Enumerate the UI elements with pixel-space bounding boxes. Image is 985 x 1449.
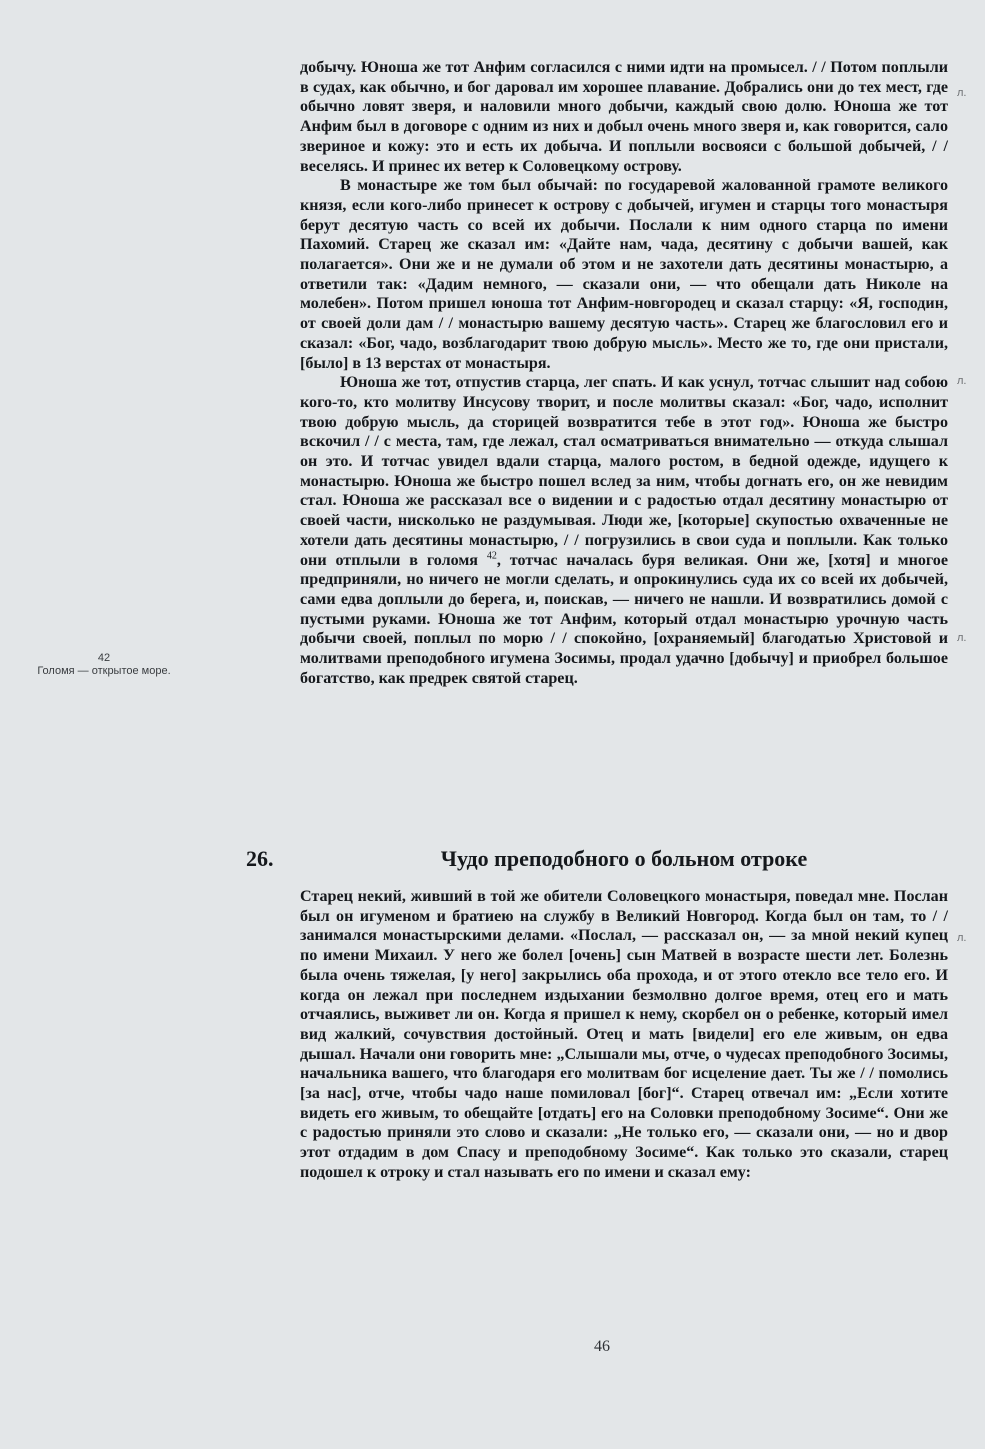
paragraph-1: добычу. Юноша же тот Анфим согласился с ними идти на промысел. / / Потом поплыли в судах, как обычно, и бог даровал им хорошее плавание. Добрались они до тех мест, где обычно ловят зверя, и наловили много добычи, каждый свою долю. Юноша же тот Анфим был в договоре с одним из них и добыл очень много зверя и, как говорится, сало звериное и кожу: это и есть их добыча. И поплыли восвояси с большой добычей, / / веселясь. И принес их ветер к Соловецкому острову. xyxy=(300,59,948,175)
footnote-number: 42 xyxy=(97,652,111,664)
footnote-text: Голомя — открытое море. xyxy=(37,665,171,677)
footnote-ref[interactable]: 42 xyxy=(486,550,497,562)
page-number: 46 xyxy=(594,1338,610,1355)
margin-leaf-mark: л. xyxy=(957,375,967,387)
margin-leaf-mark: л. xyxy=(957,932,967,944)
chapter-number: 26. xyxy=(246,846,274,871)
paragraph-3-end: , тотчас началась буря великая. Они же, [хотя] и многое предприняли, но ничего не могли сделать, и опрокинулись суда их со всей их добычей, сами едва доплыли до берега, и, поискав, — ничего не нашли. И возвратились домой с пустыми руками. Юноша же тот Анфим, который отдал монастырю урочную часть добычи своей, поплыл по морю / / спокойно, [охраняемый] благодатью Христовой и молитвами преподобного игумена Зосимы, продал удачно [добычу] и приобрел большое богатство, как предрек святой старец. xyxy=(300,551,948,687)
margin-leaf-mark: л. xyxy=(957,87,967,99)
chapter-title: Чудо преподобного о больном отроке xyxy=(440,846,808,871)
main-text xyxy=(300,58,948,689)
paragraph-3 xyxy=(300,373,948,688)
paragraph-3-start: Юноша же тот, отпустив старца, лег спать. И как уснул, тотчас слышит над собою кого-то, кто молитву Инсусову творит, и после молитвы сказал: «Бог, чадо, исполнит твою добрую мысль, да сторицей возвратится тебе в этот год». Юноша же быстро вскочил / / с места, там, где лежал, стал осматриваться внимательно — откуда слышал он это. И тотчас увидел вдали старца, малого ростом, в бедной одежде, идущего к монастырю. Юноша же быстро пошел вслед за ним, чтобы догнать его, он же невидим стал. Юноша же рассказал все о видении и с радостью отдал десятину монастырю от своей части, нисколько не раздумывая. Люди же, [которые] скупостью охваченные не хотели дать десятины монастырю, / / погрузились в свои суда и поплыли. Как только они отплыли в голомя xyxy=(300,374,948,569)
paragraph-2: В монастыре же том был обычай: по государевой жалованной грамоте великого князя, если кого-либо принесет к острову с добычей, игумен и старцы того монастыря берут десятую часть со всей их добычи. Послали к ним одного старца по имени Пахомий. Старец же сказал им: «Дайте нам, чада, десятину с добычи вашей, как полагается». Они же и не думали об этом и не захотели дать десятины монастырю, а ответили так: «Дадим немного, — сказали они, — что обещали дать Николе на молебен». Потом пришел юноша тот Анфим-новгородец и сказал старцу: «Я, господин, от своей доли дам / / монастырю вашему десятую часть». Старец же благословил его и сказал: «Бог, чадо, возблагодарит твою добрую мысль». Место же то, где они пристали, [было] в 13 верстах от монастыря. xyxy=(300,177,948,372)
margin-leaf-mark: л. xyxy=(957,632,967,644)
footnote xyxy=(14,652,194,678)
chapter-text xyxy=(300,887,948,1183)
chapter-paragraph: Старец некий, живший в той же обители Соловецкого монастыря, поведал мне. Послан был он игуменом и братиею на службу в Великий Новгород. Когда был он там, то / / занимался монастырскими делами. «Послал, — рассказал он, — за мной некий купец по имени Михаил. У него же болел [очень] сын Матвей в возрасте шести лет. Болезнь была очень тяжелая, [у него] закрылись оба прохода, и от этого отекло все тело его. И когда он лежал при последнем издыхании безмолвно долгое время, отец его и мать отчаялись, выживет ли он. Когда я пришел к нему, скорбел он о ребенке, который имел вид жалкий, сочувствия достойный. Отец и мать [видели] его еле живым, он едва дышал. Начали они говорить мне: „Слышали мы, отче, о чудесах преподобного Зосимы, начальника вашего, что благодаря его молитвам бог исцеление дает. Ты же / / помолись [за нас], отче, чтобы чадо наше помиловал [бог]“. Старец отвечал им: „Если хотите видеть его живым, то обещайте [отдать] его на Соловки преподобному Зосиме“. Они же с радостью приняли это слово и сказали: „Не только его, — сказали они, — но и двор этот отдадим в дом Спасу и преподобному Зосиме“. Как только это сказали, старец подошел к отроку и стал называть его по имени и сказал ему: xyxy=(300,888,948,1181)
